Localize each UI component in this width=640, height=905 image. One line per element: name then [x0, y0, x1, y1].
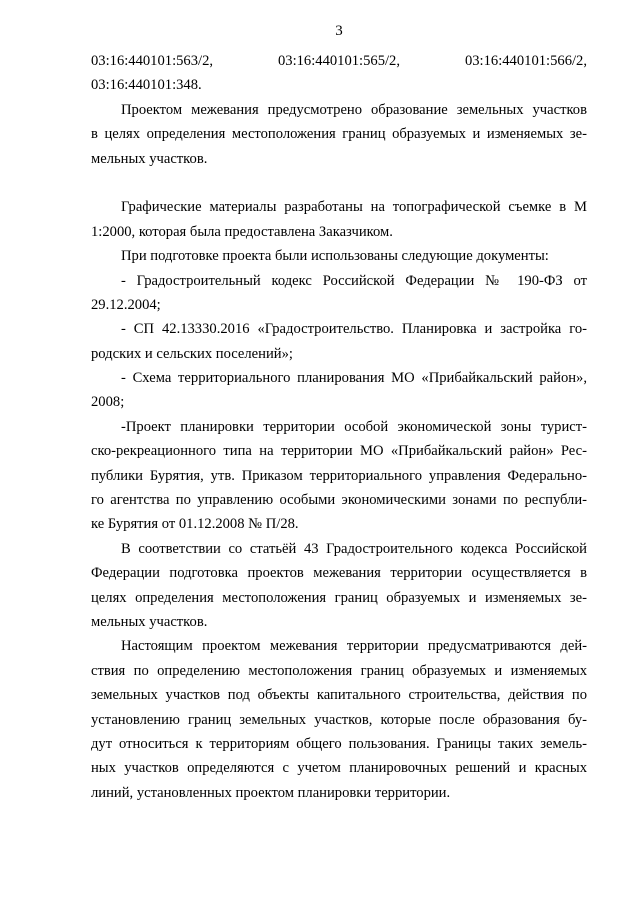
text-line: 03:16:440101:563/2, 03:16:440101:565/2, 03:16:440101:566/2, [91, 53, 587, 69]
text-line: родских и сельских поселений»; [91, 345, 293, 362]
text-line: целях определения местоположения границ образуемых и изменяемых зе- [91, 589, 587, 606]
text-line: В соответствии со статьёй 43 Градостроительного кодекса Российской [121, 540, 587, 557]
text-line: При подготовке проекта были использованы следующие документы: [121, 248, 549, 265]
text-line: 2008; [91, 394, 125, 411]
document-body [91, 49, 587, 805]
text-line: ных участков определяются с учетом планировочных решений и красных [91, 760, 587, 777]
text-line: ке Бурятия от 01.12.2008 № П/28. [91, 516, 299, 533]
text-line: 03:16:440101:348. [91, 77, 202, 94]
page-number: 3 [335, 23, 343, 39]
text-line: - Градостроительный кодекс Российской Федерации № 190-ФЗ от [121, 272, 587, 289]
text-line: установлению границ земельных участков, которые после образования бу- [91, 711, 587, 728]
text-line: Федерации подготовка проектов межевания территории осуществляется в [91, 565, 587, 582]
text-line: ствия по определению местоположения границ образуемых и изменяемых [91, 662, 587, 679]
text-line: дут относиться к территориям общего пользования. Границы таких земель- [91, 735, 587, 752]
text-line: Графические материалы разработаны на топографической съемке в М [121, 199, 587, 216]
text-line: мельных участков. [91, 613, 208, 630]
text-line: - Схема территориального планирования МО «Прибайкальский район», [121, 370, 587, 387]
text-line: -Проект планировки территории особой экономической зоны турист- [121, 418, 587, 435]
text-line: в целях определения местоположения границ образуемых и изменяемых зе- [91, 126, 587, 143]
text-line: ско-рекреационного типа на территории МО «Прибайкальский район» Рес- [91, 443, 587, 460]
text-line: публики Бурятия, утв. Приказом территориального управления Федерально- [91, 467, 587, 484]
text-line: Настоящим проектом межевания территории предусматриваются дей- [121, 638, 587, 655]
text-line: Проектом межевания предусмотрено образование земельных участков [121, 101, 587, 118]
text-line: 1:2000, которая была предоставлена Заказчиком. [91, 223, 393, 240]
text-line: го агентства по управлению особыми экономическими зонами по республи- [91, 492, 587, 509]
paragraph-gap [91, 171, 587, 195]
text-line: земельных участков под объекты капитального строительства, действия по [91, 687, 587, 704]
text-line: линий, установленных проектом планировки территории. [91, 784, 451, 801]
text-line: 29.12.2004; [91, 296, 161, 313]
text-line: мельных участков. [91, 150, 208, 167]
text-line: - СП 42.13330.2016 «Градостроительство. Планировка и застройка го- [121, 321, 587, 338]
